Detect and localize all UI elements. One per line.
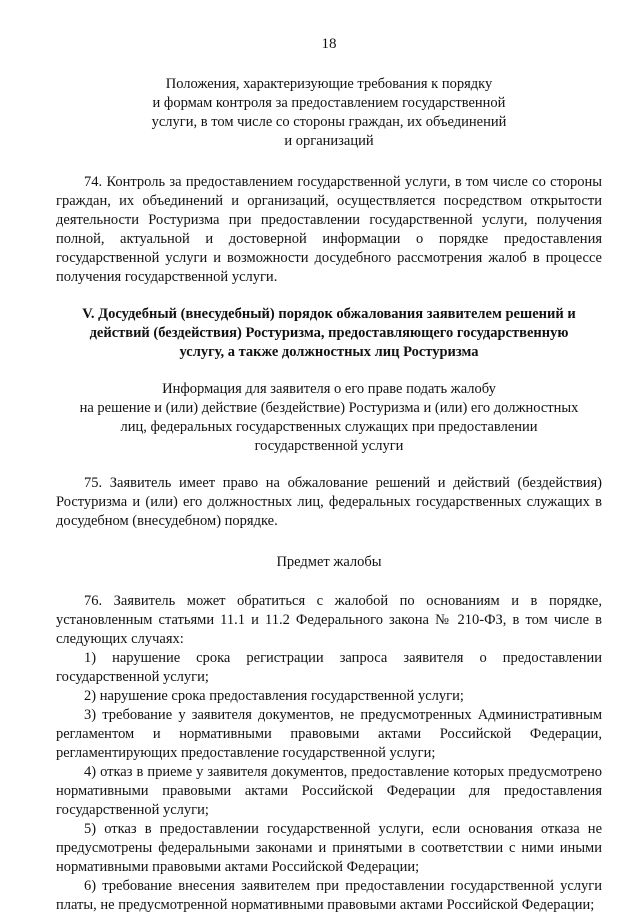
section-title-line: и формам контроля за предоставлением государственной: [152, 95, 506, 111]
list-item: 3) требование у заявителя документов, не предусмотренных Административным регламентом и нормативными правовыми актами Российской Федерации, регламентирующих предоставление государственной услуги;: [56, 707, 602, 761]
section-title-line: на решение и (или) действие (бездействие) Ростуризма и (или) его должностных: [79, 400, 579, 416]
section-title-line: действий (бездействия) Ростуризма, предоставляющего государственную: [89, 325, 569, 341]
list-item: 2) нарушение срока предоставления государственной услуги;: [84, 688, 464, 704]
paragraph-74: 74. Контроль за предоставлением государственной услуги, в том числе со стороны граждан, их объединений и организаций, осуществляется посредством открытости деятельности Ростуризма при предоставлении государственной услуги, получения полной, актуальной и достоверной информации о порядке предоставления государственной услуги и возможности досудебного рассмотрения жалоб в процессе получения государственной услуги.: [56, 174, 602, 285]
section-title-line: лиц, федеральных государственных служащих при предоставлении: [120, 419, 538, 435]
list-item: 1) нарушение срока регистрации запроса заявителя о предоставлении государственной услуги;: [56, 650, 602, 685]
list-item: 4) отказ в приеме у заявителя документов, предоставление которых предусмотрено нормативными правовыми актами Российской Федерации для предоставления государственной услуги;: [56, 764, 602, 818]
section-title-subject: Предмет жалобы: [276, 554, 382, 570]
list-item: 5) отказ в предоставлении государственной услуги, если основания отказа не предусмотрены федеральными законами и принятыми в соответствии с ними иными нормативными правовыми актами Российской Федерации;: [56, 821, 602, 875]
section-title-line: и организаций: [284, 133, 374, 149]
list-item: 6) требование внесения заявителем при предоставлении государственной услуги платы, не предусмотренной нормативными правовыми актами Российской Федерации;: [56, 878, 602, 913]
section-title-line: Информация для заявителя о его праве подать жалобу: [162, 381, 496, 397]
section-title-line: услугу, а также должностных лиц Ростуризма: [179, 344, 479, 360]
section-title-line: V. Досудебный (внесудебный) порядок обжалования заявителем решений и: [82, 306, 576, 322]
page-number: 18: [321, 36, 337, 52]
section-title-appeal: [56, 305, 602, 362]
section-title-line: услуги, в том числе со стороны граждан, их объединений: [151, 114, 507, 130]
paragraph-75: 75. Заявитель имеет право на обжалование решений и действий (бездействия) Ростуризма и (или) его должностных лиц, федеральных государственных служащих в досудебном (внесудебном) порядке.: [56, 475, 602, 529]
section-title-info: [56, 380, 602, 456]
section-title-line: государственной услуги: [254, 438, 404, 454]
section-title-control: [56, 75, 602, 151]
paragraph-76: 76. Заявитель может обратиться с жалобой по основаниям и в порядке, установленным статьями 11.1 и 11.2 Федерального закона № 210-ФЗ, в том числе в следующих случаях:: [56, 593, 602, 647]
section-title-line: Положения, характеризующие требования к порядку: [165, 76, 493, 92]
